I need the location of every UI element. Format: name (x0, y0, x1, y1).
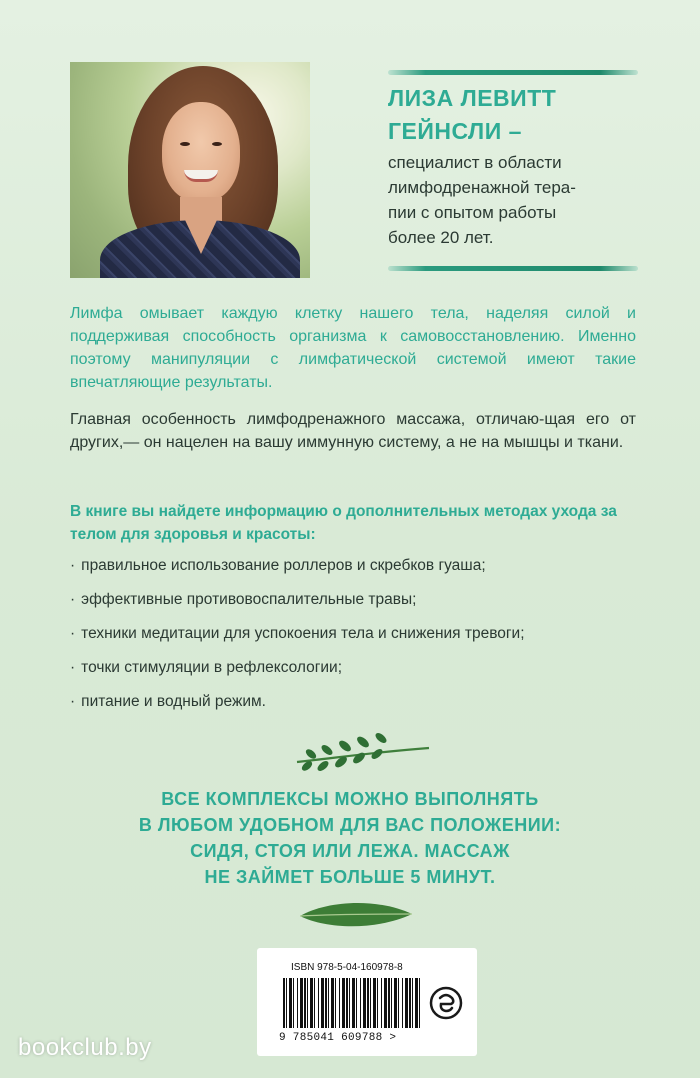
list-item: · техники медитации для успокоения тела и снижения тревоги; (70, 625, 525, 642)
author-bio-line: более 20 лет. (388, 228, 494, 247)
slogan-line: ВСЕ КОМПЛЕКСЫ МОЖНО ВЫПОЛНЯТЬ (161, 789, 539, 809)
author-name (388, 82, 648, 148)
author-photo (70, 62, 310, 278)
list-item: · правильное использование роллеров и скребков гуаша; (70, 557, 486, 574)
barcode-bars (283, 978, 423, 1028)
list-item: · питание и водный режим. (70, 693, 266, 710)
slogan-line: НЕ ЗАЙМЕТ БОЛЬШЕ 5 МИНУТ. (204, 867, 496, 887)
author-name-line: ЛИЗА ЛЕВИТТ (388, 85, 557, 111)
herb-sprig-icon (295, 728, 431, 776)
leaf-icon (298, 898, 414, 932)
author-name-line: ГЕЙНСЛИ – (388, 118, 522, 144)
isbn: ISBN 978-5-04-160978-8 (291, 962, 403, 973)
intro-paragraph-highlight: Лимфа омывает каждую клетку нашего тела, наделяя силой и поддерживая способность организма к самовосстановлению. Именно поэтому манипуляции с лимфатической системой имеют такие впечатляющие результаты. (70, 305, 636, 391)
list-item: · точки стимуляции в рефлексологии; (70, 659, 343, 676)
author-bio-line: специалист в области (388, 153, 562, 172)
author-bio-line: лимфодренажной тера- (388, 178, 576, 197)
barcode (257, 948, 477, 1056)
contents-lead: В книге вы найдете информацию о дополнительных методах ухода за телом для здоровья и красоты: (70, 503, 617, 543)
author-bio (388, 150, 638, 250)
intro-paragraph: Главная особенность лимфодренажного массажа, отличаю-щая его от других,— он нацелен на вашу иммунную систему, а не на мышцы и ткани. (70, 411, 636, 451)
list-item: · эффективные противовоспалительные травы; (70, 591, 417, 608)
decorative-brush-stroke-top (388, 70, 638, 75)
publisher-logo-icon (429, 986, 463, 1020)
slogan-line: В ЛЮБОМ УДОБНОМ ДЛЯ ВАС ПОЛОЖЕНИИ: (138, 815, 562, 835)
site-watermark: bookclub.by (18, 1034, 152, 1061)
slogan-line: СИДЯ, СТОЯ ИЛИ ЛЕЖА. МАССАЖ (190, 841, 510, 861)
author-bio-line: пии с опытом работы (388, 203, 557, 222)
contents-list (70, 556, 650, 726)
slogan (60, 786, 640, 890)
barcode-digits: 9 785041 609788 > (279, 1032, 397, 1044)
decorative-brush-stroke-bottom (388, 266, 638, 271)
